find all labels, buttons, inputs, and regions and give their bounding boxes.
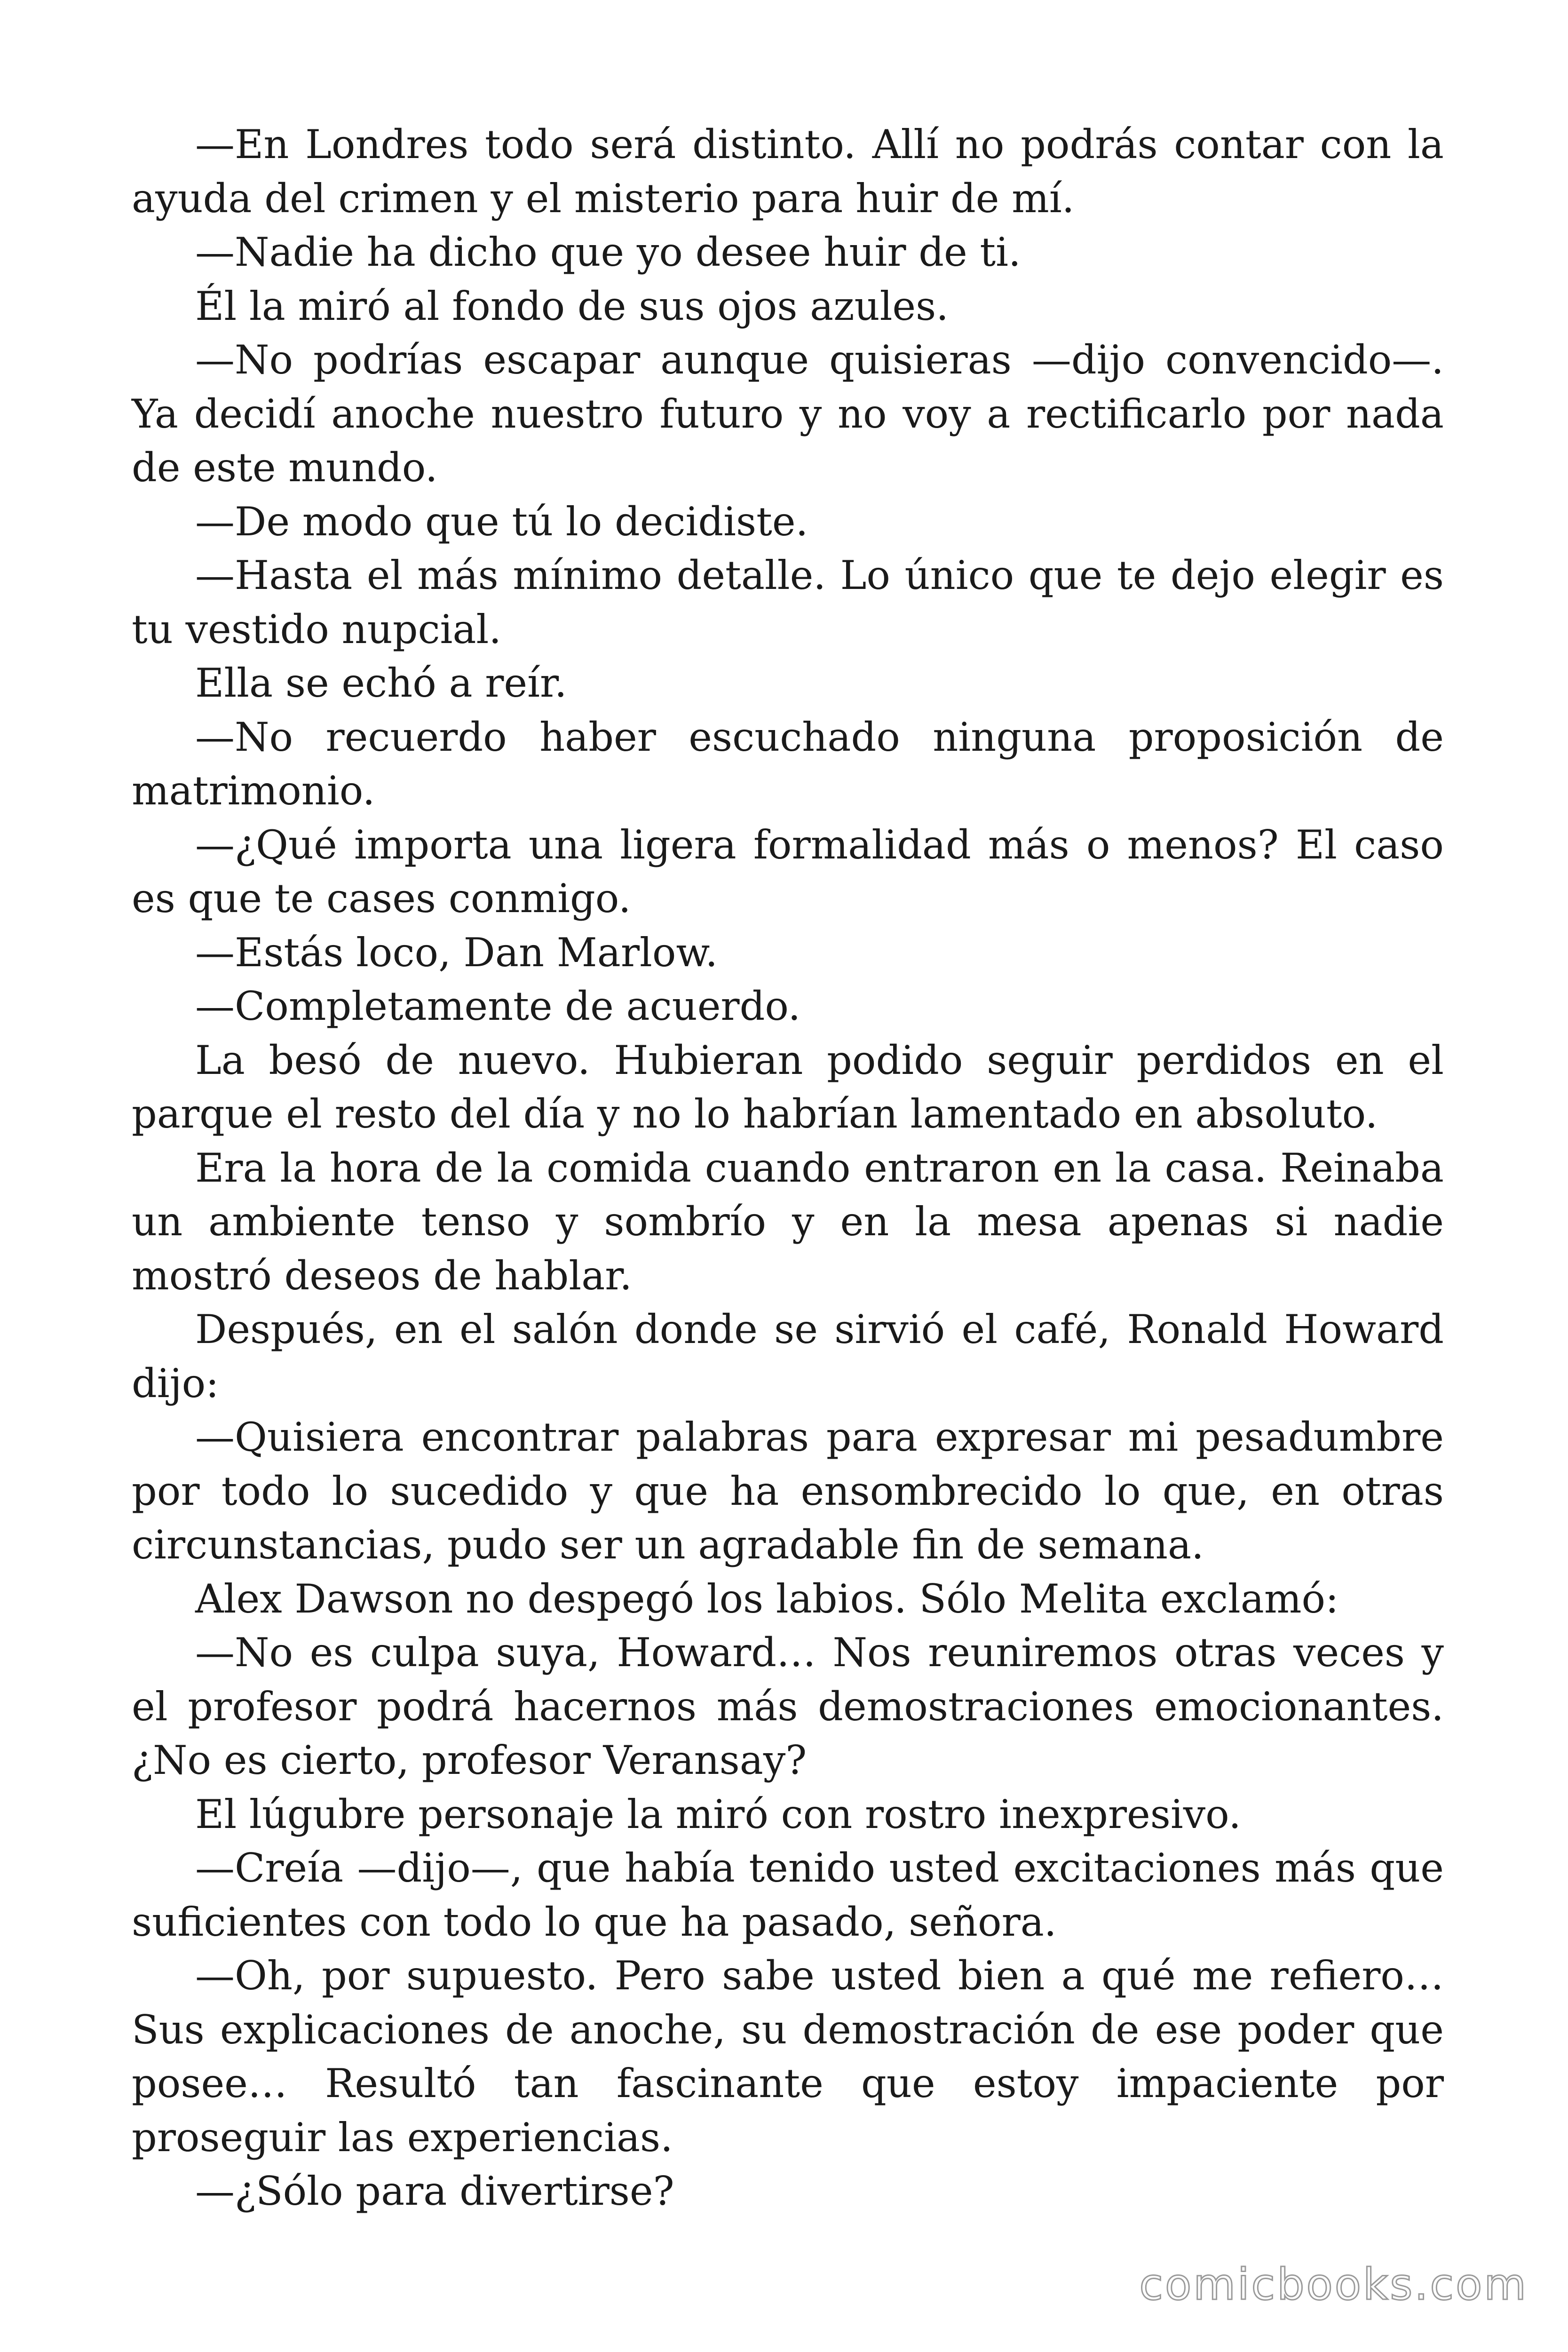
paragraph: —Creía —dijo—, que había tenido usted excitaciones más que suficientes con todo lo que ha pasado, señora. — [132, 1845, 1444, 1945]
paragraph: —Completamente de acuerdo. — [195, 983, 801, 1029]
paragraph: Después, en el salón donde se sirvió el café, Ronald Howard dijo: — [132, 1306, 1444, 1406]
paragraph: —¿Qué importa una ligera formalidad más o menos? El caso es que te cases conmigo. — [132, 821, 1444, 922]
paragraph: —De modo que tú lo decidiste. — [195, 498, 808, 545]
paragraph: Era la hora de la comida cuando entraron en la casa. Reinaba un ambiente tenso y sombrío y en la mesa apenas si nadie mostró deseos de hablar. — [132, 1144, 1444, 1299]
paragraph: Alex Dawson no despegó los labios. Sólo Melita exclamó: — [195, 1575, 1339, 1622]
paragraph: —¿Sólo para divertirse? — [195, 2168, 674, 2214]
paragraph: —No recuerdo haber escuchado ninguna proposición de matrimonio. — [132, 714, 1444, 814]
paragraph: —Nadie ha dicho que yo desee huir de ti. — [195, 229, 1021, 275]
paragraph: La besó de nuevo. Hubieran podido seguir perdidos en el parque el resto del día y no lo habrían lamentado en absoluto. — [132, 1037, 1444, 1137]
paragraph: —En Londres todo será distinto. Allí no podrás contar con la ayuda del crimen y el misterio para huir de mí. — [132, 121, 1444, 222]
paragraph: —Hasta el más mínimo detalle. Lo único que te dejo elegir es tu vestido nupcial. — [132, 552, 1444, 652]
paragraph: Ella se echó a reír. — [195, 660, 567, 706]
body-text — [132, 118, 1444, 2218]
paragraph: —Oh, por supuesto. Pero sabe usted bien a qué me refiero… Sus explicaciones de anoche, su demostración de ese poder que posee… Resultó tan fascinante que estoy impaciente por proseguir las experiencias. — [132, 1953, 1444, 2161]
paragraph: —No es culpa suya, Howard… Nos reuniremos otras veces y el profesor podrá hacernos más demostraciones emocionantes. ¿No es cierto, profesor Veransay? — [132, 1629, 1444, 1783]
paragraph: Él la miró al fondo de sus ojos azules. — [195, 283, 949, 329]
paragraph: El lúgubre personaje la miró con rostro inexpresivo. — [195, 1791, 1241, 1837]
watermark: comicbooks.com — [1139, 2259, 1528, 2310]
paragraph: —Estás loco, Dan Marlow. — [195, 929, 718, 976]
paragraph: —No podrías escapar aunque quisieras —dijo convencido—. Ya decidí anoche nuestro futuro y no voy a rectificarlo por nada de este mundo. — [132, 337, 1444, 491]
paragraph: —Quisiera encontrar palabras para expresar mi pesadumbre por todo lo sucedido y que ha ensombrecido lo que, en otras circunstancias, pudo ser un agradable fin de semana. — [132, 1414, 1444, 1568]
